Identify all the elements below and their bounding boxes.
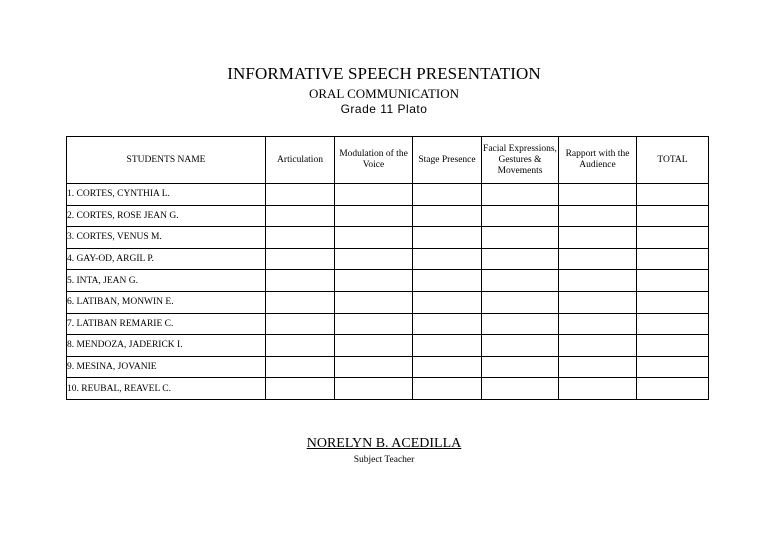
score-cell[interactable]	[637, 248, 709, 270]
teacher-name	[0, 436, 768, 452]
score-cell[interactable]	[335, 205, 413, 227]
document-title: INFORMATIVE SPEECH PRESENTATION	[227, 64, 541, 83]
document-subtitle: ORAL COMMUNICATION	[308, 86, 460, 101]
score-cell[interactable]	[266, 291, 335, 313]
score-cell[interactable]	[413, 313, 482, 335]
score-cell[interactable]	[559, 378, 637, 400]
student-name-cell: 9. MESINA, JOVANIE	[67, 356, 266, 378]
score-cell[interactable]	[266, 313, 335, 335]
score-cell[interactable]	[482, 313, 559, 335]
score-cell[interactable]	[637, 356, 709, 378]
score-cell[interactable]	[335, 313, 413, 335]
column-header-stage-presence: Stage Presence	[413, 137, 482, 184]
table-row	[67, 335, 709, 357]
column-header-students-name: STUDENTS NAME	[67, 137, 266, 184]
score-cell[interactable]	[637, 378, 709, 400]
score-cell[interactable]	[413, 291, 482, 313]
column-header-modulation: Modulation of the Voice	[335, 137, 413, 184]
score-cell[interactable]	[266, 184, 335, 206]
score-cell[interactable]	[559, 313, 637, 335]
score-cell[interactable]	[559, 184, 637, 206]
table-row	[67, 356, 709, 378]
score-cell[interactable]	[637, 205, 709, 227]
score-cell[interactable]	[637, 227, 709, 249]
table-row	[67, 270, 709, 292]
score-cell[interactable]	[559, 205, 637, 227]
header-row	[67, 137, 709, 184]
column-header-articulation: Articulation	[266, 137, 335, 184]
score-cell[interactable]	[335, 184, 413, 206]
table-row	[67, 205, 709, 227]
student-rows	[67, 184, 709, 400]
score-cell[interactable]	[482, 335, 559, 357]
score-cell[interactable]	[266, 335, 335, 357]
score-cell[interactable]	[637, 270, 709, 292]
score-cell[interactable]	[559, 270, 637, 292]
score-cell[interactable]	[559, 356, 637, 378]
score-cell[interactable]	[413, 184, 482, 206]
student-name-cell: 3. CORTES, VENUS M.	[67, 227, 266, 249]
score-cell[interactable]	[559, 227, 637, 249]
score-cell[interactable]	[266, 270, 335, 292]
score-cell[interactable]	[335, 227, 413, 249]
teacher-name-text: NORELYN B. ACEDILLA	[306, 436, 462, 451]
score-cell[interactable]	[482, 356, 559, 378]
score-cell[interactable]	[335, 291, 413, 313]
score-cell[interactable]	[482, 248, 559, 270]
score-cell[interactable]	[482, 227, 559, 249]
score-cell[interactable]	[266, 356, 335, 378]
score-cell[interactable]	[266, 248, 335, 270]
score-cell[interactable]	[266, 205, 335, 227]
score-cell[interactable]	[559, 248, 637, 270]
score-cell[interactable]	[335, 335, 413, 357]
teacher-role: Subject Teacher	[353, 455, 415, 465]
student-name-cell: 7. LATIBAN REMARIE C.	[67, 313, 266, 335]
student-name-cell: 1. CORTES, CYNTHIA L.	[67, 184, 266, 206]
score-cell[interactable]	[413, 270, 482, 292]
score-cell[interactable]	[637, 313, 709, 335]
table-row	[67, 313, 709, 335]
student-name-cell: 8. MENDOZA, JADERICK I.	[67, 335, 266, 357]
score-cell[interactable]	[482, 378, 559, 400]
score-cell[interactable]	[413, 227, 482, 249]
score-cell[interactable]	[482, 270, 559, 292]
table-row	[67, 184, 709, 206]
table-row	[67, 248, 709, 270]
student-name-cell: 4. GAY-OD, ARGIL P.	[67, 248, 266, 270]
column-header-rapport: Rapport with the Audience	[559, 137, 637, 184]
student-name-cell: 6. LATIBAN, MONWIN E.	[67, 291, 266, 313]
score-cell[interactable]	[637, 335, 709, 357]
score-cell[interactable]	[413, 356, 482, 378]
score-cell[interactable]	[482, 184, 559, 206]
score-cell[interactable]	[559, 291, 637, 313]
student-name-cell: 2. CORTES, ROSE JEAN G.	[67, 205, 266, 227]
table-row	[67, 227, 709, 249]
score-cell[interactable]	[482, 291, 559, 313]
score-cell[interactable]	[335, 356, 413, 378]
student-name-cell: 10. REUBAL, REAVEL C.	[67, 378, 266, 400]
score-cell[interactable]	[637, 291, 709, 313]
table-row	[67, 378, 709, 400]
column-header-total: TOTAL	[637, 137, 709, 184]
table-row	[67, 291, 709, 313]
column-header-facial-expressions: Facial Expressions, Gestures & Movements	[482, 137, 559, 184]
score-cell[interactable]	[559, 335, 637, 357]
rubric-table	[66, 136, 709, 400]
score-cell[interactable]	[266, 378, 335, 400]
score-cell[interactable]	[335, 378, 413, 400]
score-cell[interactable]	[413, 248, 482, 270]
score-cell[interactable]	[413, 335, 482, 357]
grade-section: Grade 11 Plato	[340, 102, 428, 116]
score-cell[interactable]	[335, 270, 413, 292]
score-cell[interactable]	[637, 184, 709, 206]
student-name-cell: 5. INTA, JEAN G.	[67, 270, 266, 292]
score-cell[interactable]	[335, 248, 413, 270]
score-cell[interactable]	[413, 378, 482, 400]
score-cell[interactable]	[266, 227, 335, 249]
score-cell[interactable]	[482, 205, 559, 227]
score-cell[interactable]	[413, 205, 482, 227]
